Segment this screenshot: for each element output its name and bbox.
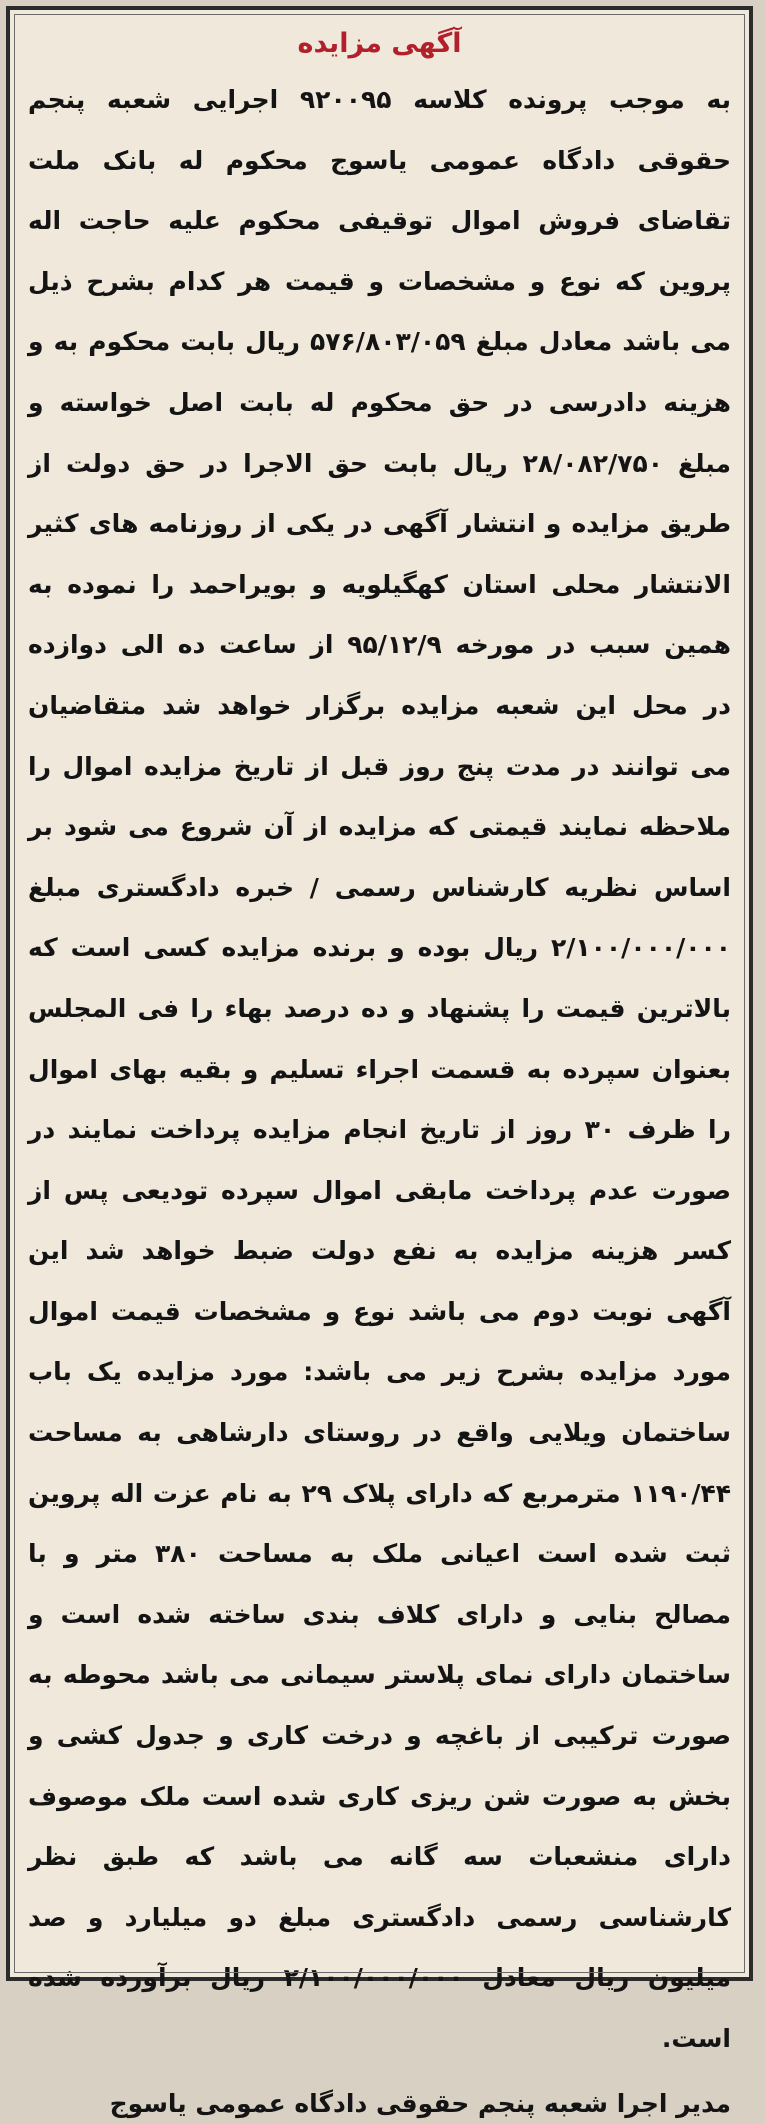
notice-signature: مدیر اجرا شعبه پنجم حقوقی دادگاه عمومی یاسوج bbox=[109, 2088, 731, 2118]
notice-body: به موجب پرونده کلاسه ۹۲۰۰۹۵ اجرایی شعبه پنجم حقوقی دادگاه عمومی یاسوج محکوم له بانک ملت تقاضای فروش اموال توقیفی محکوم علیه حاجت اله پروین که نوع و مشخصات و قیمت هر کدام بشرح ذیل می باشد معادل مبلغ ۵۷۶/۸۰۳/۰۵۹ ریال بابت محکوم به و هزینه دادرسی در حق محکوم له بابت اصل خواسته و مبلغ ۲۸/۰۸۲/۷۵۰ ریال بابت حق الاجرا در حق دولت از طریق مزایده و انتشار آگهی در یکی از روزنامه های کثیر الانتشار محلی استان کهگیلویه و بویراحمد را نموده به همین سبب در مورخه ۹۵/۱۲/۹ از ساعت ده الی دوازده در محل این شعبه مزایده برگزار خواهد شد متقاضیان می توانند در مدت پنج روز قبل از تاریخ مزایده اموال را ملاحظه نمایند قیمتی که مزایده از آن شروع می شود بر اساس نظریه کارشناس رسمی / خبره دادگستری مبلغ ۲/۱۰۰/۰۰۰/۰۰۰ ریال بوده و برنده مزایده کسی است که بالاترین قیمت را پشنهاد و ده درصد بهاء را فی المجلس بعنوان سپرده به قسمت اجراء تسلیم و بقیه بهای اموال را ظرف ۳۰ روز از تاریخ انجام مزایده پرداخت نمایند در صورت عدم پرداخت مابقی اموال سپرده تودیعی پس از کسر هزینه مزایده به نفع دولت ضبط خواهد شد این آگهی نوبت دوم می باشد نوع و مشخصات قیمت اموال مورد مزایده بشرح زیر می باشد: مورد مزایده یک باب ساختمان ویلایی واقع در روستای دارشاهی به مساحت ۱۱۹۰/۴۴ مترمربع که دارای پلاک ۲۹ به نام عزت اله پروین ثبت شده است اعیانی ملک به مساحت ۳۸۰ متر و با مصالح بنایی و دارای کلاف بندی ساخته شده است و ساختمان دارای نمای پلاستر سیمانی می باشد محوطه به صورت ترکیبی از باغچه و درخت کاری و جدول کشی و بخش به صورت شن ریزی کاری شده است ملک موصوف دارای منشعبات سه گانه می باشد که طبق نظر کارشناسی رسمی دادگستری مبلغ دو میلیارد و صد میلیون ریال معادل ۲/۱۰۰/۰۰۰/۰۰۰ ریال برآورده شده است. bbox=[28, 85, 732, 2053]
notice-box bbox=[6, 6, 753, 2118]
notice-title: آگهی مزایده bbox=[297, 28, 462, 59]
